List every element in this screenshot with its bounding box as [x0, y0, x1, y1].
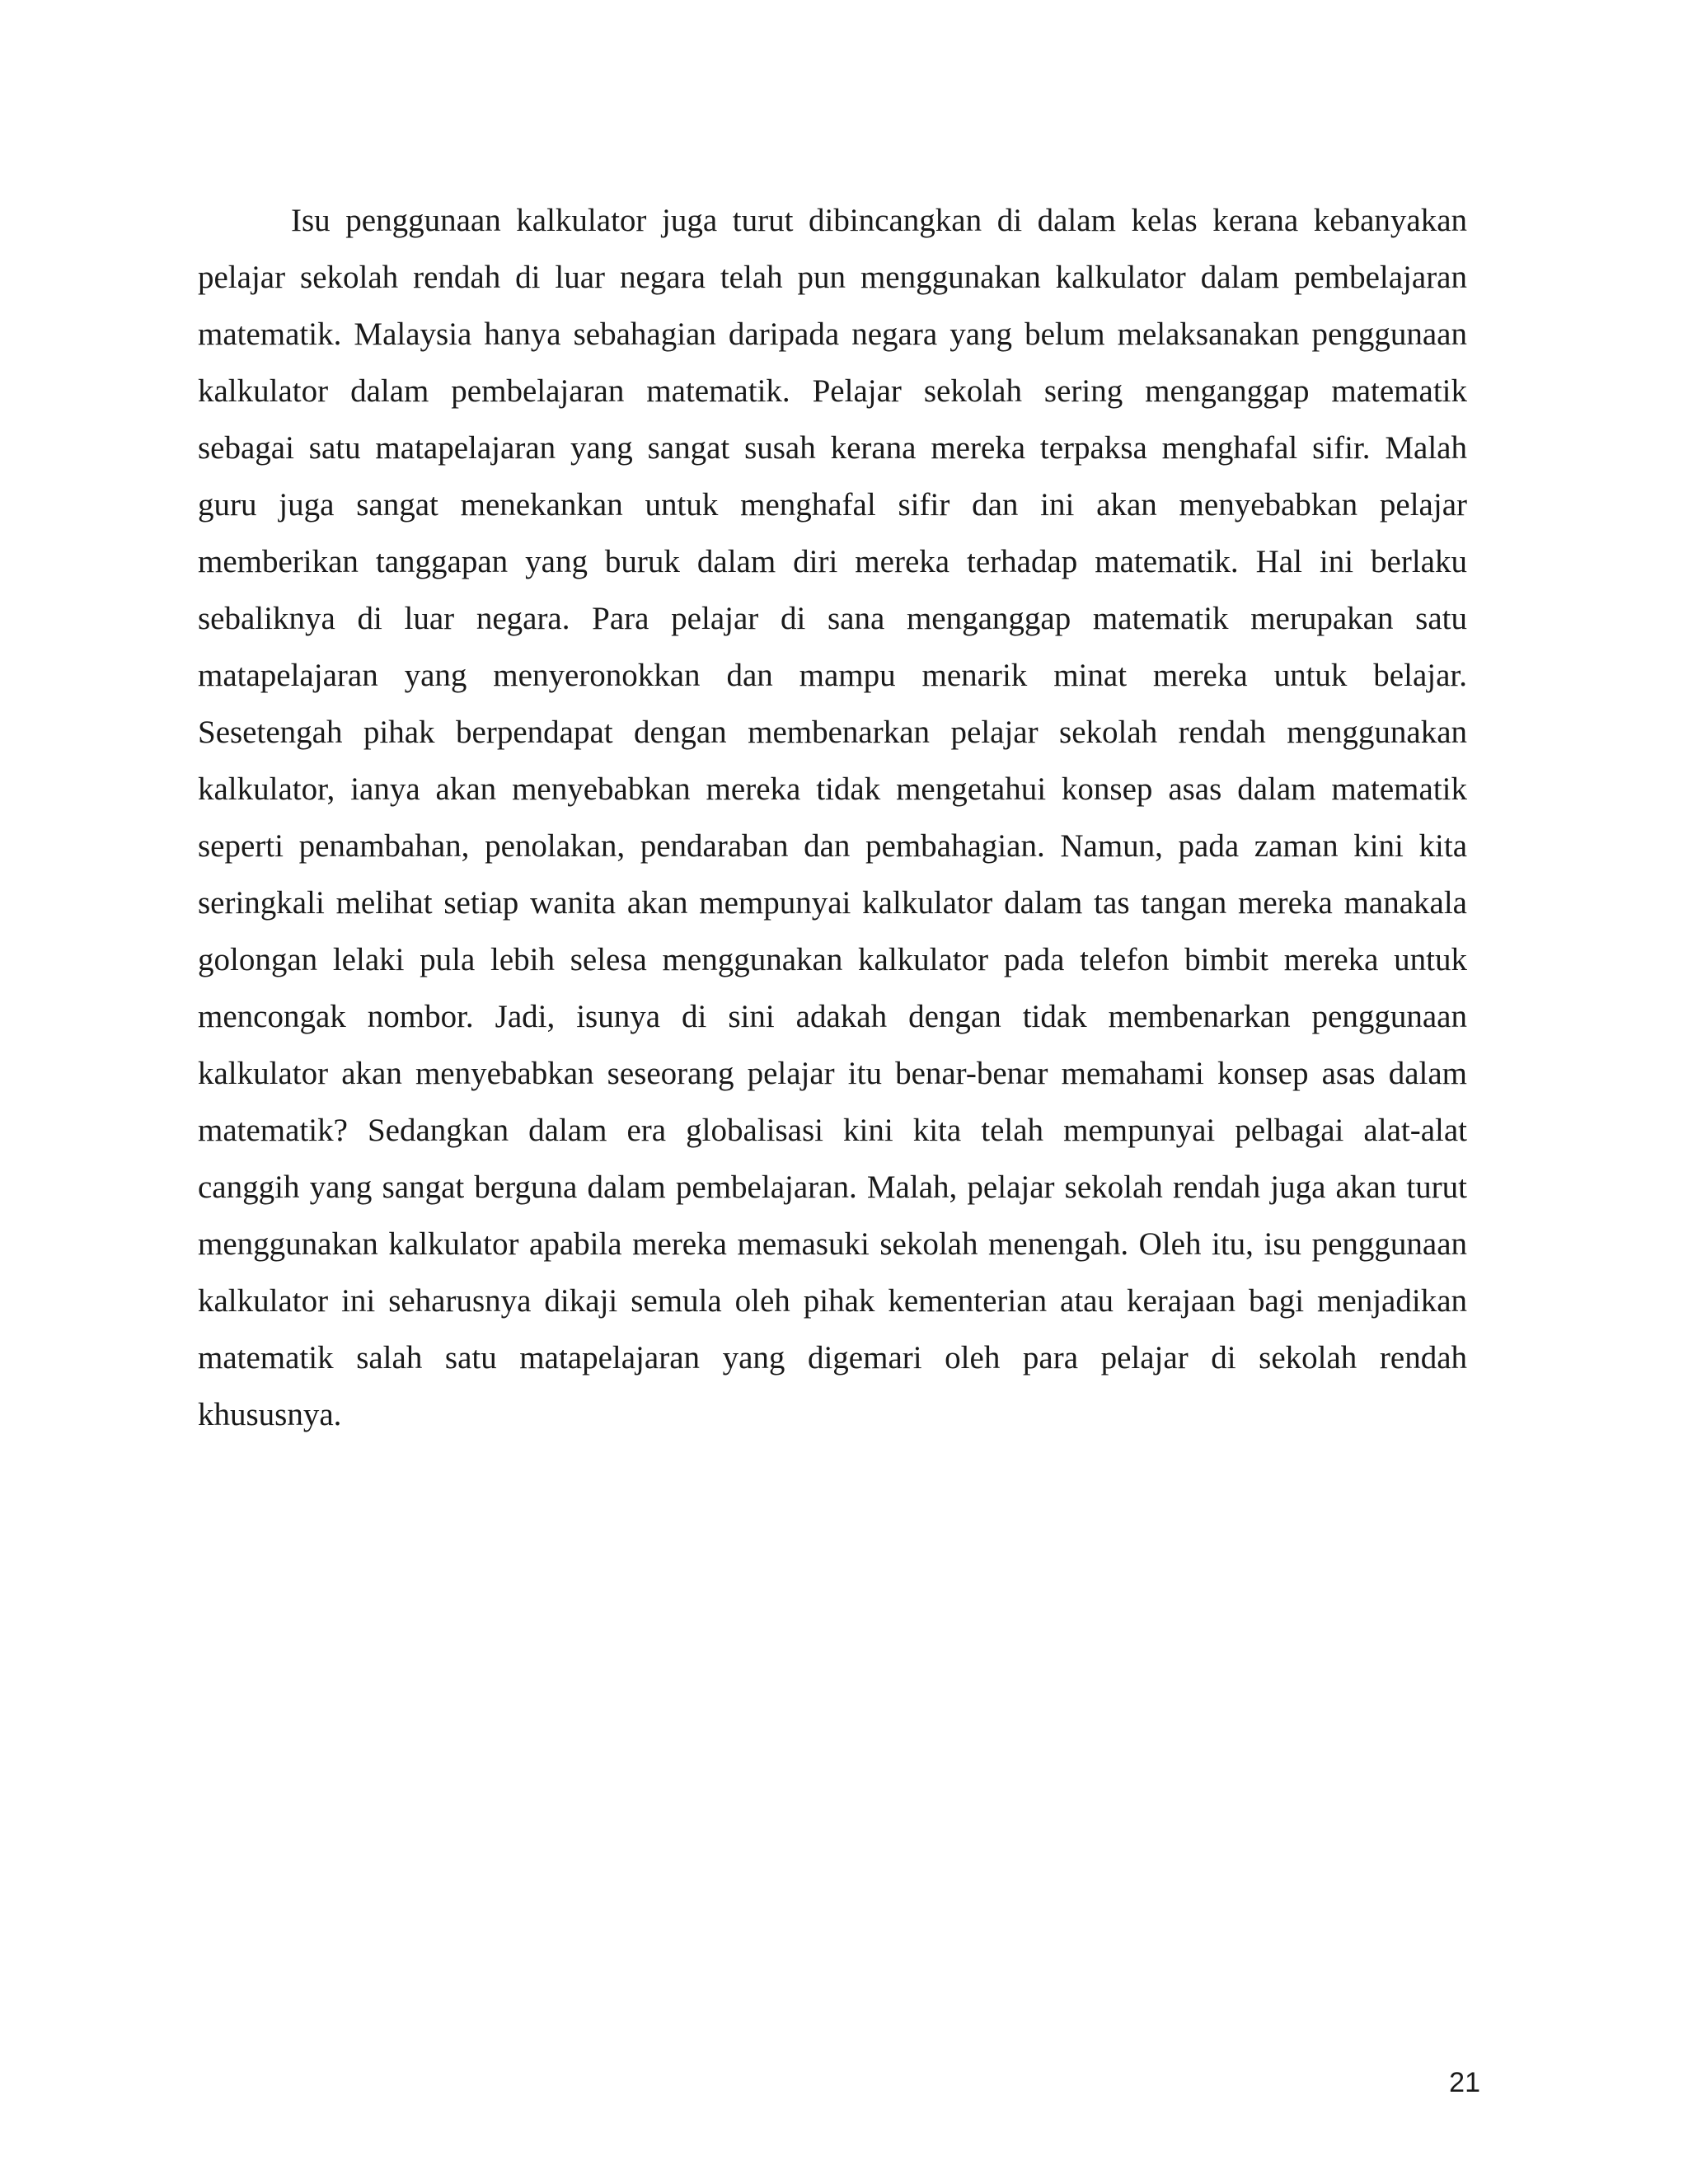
paragraph-line: seringkali melihat setiap wanita akan mempunyai kalkulator dalam tas tangan mereka manakala — [198, 885, 1467, 921]
paragraph-line: sebaliknya di luar negara. Para pelajar di sana menganggap matematik merupakan satu — [198, 601, 1467, 636]
paragraph-line: memberikan tanggapan yang buruk dalam diri mereka terhadap matematik. Hal ini berlaku — [198, 544, 1467, 579]
paragraph-line: kalkulator dalam pembelajaran matematik. Pelajar sekolah sering menganggap matematik — [198, 373, 1467, 409]
paragraph-line: Isu penggunaan kalkulator juga turut dibincangkan di dalam kelas kerana kebanyakan — [291, 203, 1467, 238]
paragraph-line: guru juga sangat menekankan untuk menghafal sifir dan ini akan menyebabkan pelajar — [198, 487, 1467, 523]
paragraph-line: kalkulator akan menyebabkan seseorang pelajar itu benar-benar memahami konsep asas dalam — [198, 1056, 1467, 1091]
paragraph-line: matematik salah satu matapelajaran yang digemari oleh para pelajar di sekolah rendah — [198, 1340, 1467, 1376]
paragraph-line: seperti penambahan, penolakan, pendaraban dan pembahagian. Namun, pada zaman kini kita — [198, 828, 1467, 864]
paragraph-line: kalkulator ini seharusnya dikaji semula oleh pihak kementerian atau kerajaan bagi menjadikan — [198, 1283, 1467, 1319]
paragraph-line: mencongak nombor. Jadi, isunya di sini adakah dengan tidak membenarkan penggunaan — [198, 999, 1467, 1034]
paragraph-line: menggunakan kalkulator apabila mereka memasuki sekolah menengah. Oleh itu, isu penggunaan — [198, 1226, 1467, 1262]
paragraph-line: sebagai satu matapelajaran yang sangat susah kerana mereka terpaksa menghafal sifir. Malah — [198, 430, 1467, 466]
paragraph-line: matapelajaran yang menyeronokkan dan mampu menarik minat mereka untuk belajar. — [198, 658, 1467, 693]
paragraph-line: canggih yang sangat berguna dalam pembelajaran. Malah, pelajar sekolah rendah juga akan turut — [198, 1169, 1467, 1205]
paragraph-line: pelajar sekolah rendah di luar negara telah pun menggunakan kalkulator dalam pembelajaran — [198, 260, 1467, 295]
paragraph-line: matematik? Sedangkan dalam era globalisasi kini kita telah mempunyai pelbagai alat-alat — [198, 1113, 1467, 1148]
page-number: 21 — [1449, 2067, 1480, 2098]
paragraph-line: Sesetengah pihak berpendapat dengan membenarkan pelajar sekolah rendah menggunakan — [198, 715, 1467, 750]
paragraph-line: golongan lelaki pula lebih selesa menggunakan kalkulator pada telefon bimbit mereka untuk — [198, 942, 1467, 977]
paragraph-line: khususnya. — [198, 1397, 342, 1432]
paragraph-line: kalkulator, ianya akan menyebabkan mereka tidak mengetahui konsep asas dalam matematik — [198, 771, 1467, 807]
body-paragraph — [198, 192, 1467, 1443]
paragraph-line: matematik. Malaysia hanya sebahagian daripada negara yang belum melaksanakan penggunaan — [198, 316, 1467, 352]
